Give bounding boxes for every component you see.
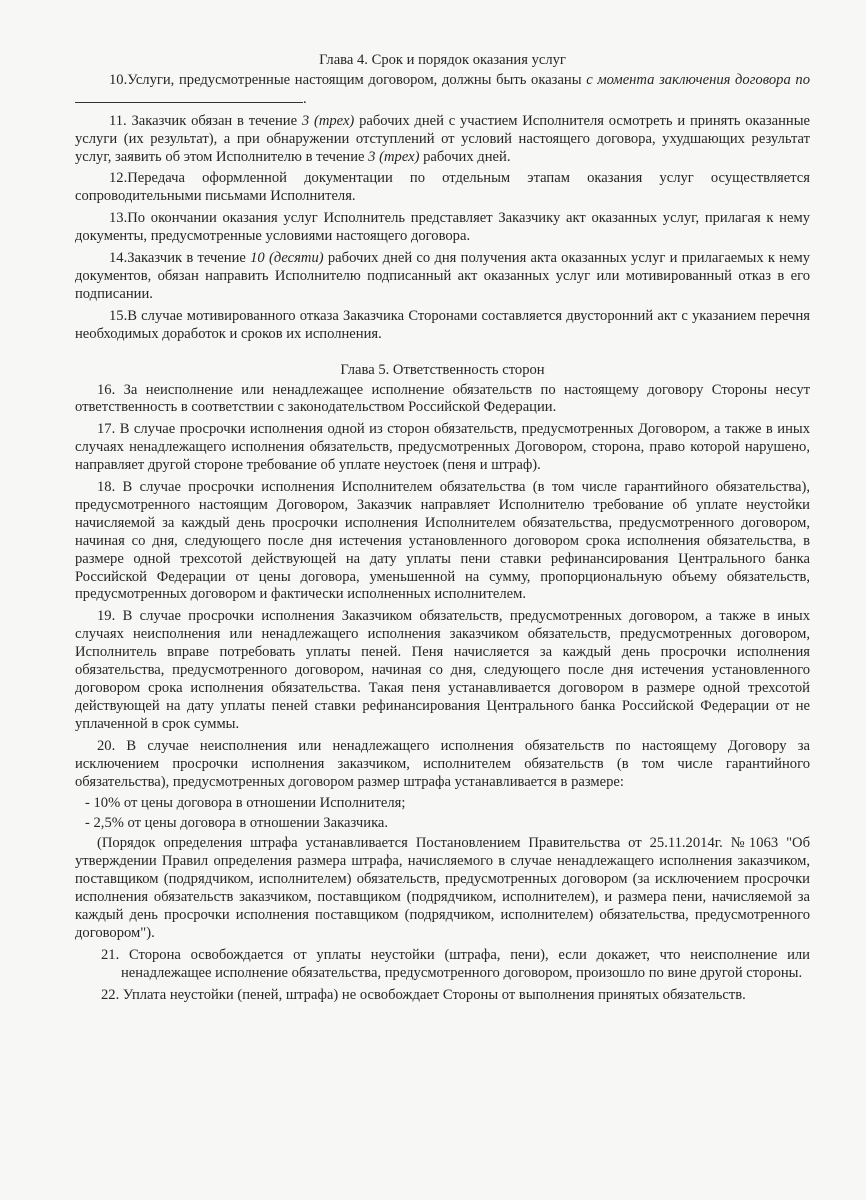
chapter-5-title: Глава 5. Ответственность сторон [340,361,545,378]
clause-10-end: . [303,90,307,107]
clause-11-text-c: рабочих дней. [419,148,511,165]
clause-11-term-a: 3 (трех) [301,112,355,129]
clause-14 [75,250,810,304]
clause-22: 22. Уплата неустойки (пеней, штрафа) не освобождает Стороны от выполнения принятых обязательств. [101,986,746,1003]
clause-20: 20. В случае неисполнения или ненадлежащего исполнения обязательств по настоящему Договору за исключением просрочки исполнения заказчиком, исполнителем обязательств (в том числе гарантийного обязательства), предусмотренных договором размер штрафа устанавливается в размере: [75,737,810,790]
clause-18: 18. В случае просрочки исполнения Исполнителем обязательства (в том числе гарантийного обязательства), предусмотренного настоящим Договором, Заказчик направляет Исполнителю требование об уплате неустойки начисляемой за каждый день просрочки исполнения Исполнителем обязательства, предусмотренного договором, начиная со дня, следующего после дня истечения установленного договором срока исполнения обязательства, в размере одной трехсотой действующей на дату уплаты пени ставки рефинансирования Центрального банка Российской Федерации от цены договора, уменьшенной на сумму, пропорциональную объему обязательств, предусмотренных договором и фактически исполненных исполнителем. [75,479,810,603]
date-blank-line [75,90,303,103]
clause-13: 13.По окончании оказания услуг Исполнитель представляет Заказчику акт оказанных услуг, прилагая к нему документы, предусмотренные условиями настоящего договора. [75,210,810,245]
clause-15: 15.В случае мотивированного отказа Заказчика Сторонами составляется двусторонний акт с указанием перечня необходимых доработок и сроков их исполнения. [75,307,810,342]
clause-19: 19. В случае просрочки исполнения Заказчиком обязательств, предусмотренных договором, а также в иных случаях неисполнения или ненадлежащего исполнения заказчиком обязательств, предусмотренных договором, Исполнитель вправе потребовать уплаты пеней. Пеня начисляется за каждый день просрочки исполнения обязательства, предусмотренного договором, начиная со дня, следующего после дня истечения установленного договором срока исполнения обязательства. Такая пеня устанавливается договором в размере одной трехсотой действующей на дату уплаты пеней ставки рефинансирования Центрального банка Российской Федерации от не уплаченной в срок суммы. [75,608,810,732]
clause-16: 16. За неисполнение или ненадлежащее исполнение обязательств по настоящему договору Стороны несут ответственность в соответствии с законодательством Российской Федерации. [75,381,810,416]
clause-20-item-customer: - 2,5% от цены договора в отношении Заказчика. [85,815,389,832]
clause-11-text-b: рабочих дней с участием Исполнителя осмотреть и принять оказанные услуги (их результат), а при обнаружении отступлений от условий настоящего договора, ухудшающих результат услуг, заявить об этом Исполнителю в течение [75,112,810,165]
clause-10-text: 10.Услуги, предусмотренные настоящим договором, должны быть оказаны [109,71,587,88]
clause-11-term-b: 3 (трех) [368,148,420,165]
clause-14-term: 10 (десяти) [250,250,324,267]
clause-14-text-a: 14.Заказчик в течение [109,250,251,267]
clause-12: 12.Передача оформленной документации по отдельным этапам оказания услуг осуществляется сопроводительными письмами Исполнителя. [75,170,810,205]
clause-20-note: (Порядок определения штрафа устанавливается Постановлением Правительства от 25.11.2014г. №1063 "Об утверждении Правил определения размера штрафа, начисляемого в случае ненадлежащего исполнения заказчиком, поставщиком (подрядчиком, исполнителем) обязательств, предусмотренных договором (за исключением просрочки исполнения обязательств заказчиком, поставщиком (подрядчиком, исполнителем), и размера пени, начисляемой за каждый день просрочки исполнения поставщиком (подрядчиком, исполнителем) обязательства, предусмотренного договором"). [75,835,810,941]
clause-11 [75,113,810,167]
clause-17: 17. В случае просрочки исполнения одной из сторон обязательств, предусмотренных Договором, а также в иных случаях ненадлежащего исполнения обязательств, предусмотренных Договором, сторона, право которой нарушено, направляет другой стороне требование об уплате неустоек (пеня и штраф). [75,421,810,474]
clause-14-text-b: рабочих дней со дня получения акта оказанных услуг и прилагаемых к нему документов, обязан направить Исполнителю подписанный акт оказанных услуг или мотивированный отказ в его подписании. [75,250,811,302]
clause-21: 21. Сторона освобождается от уплаты неустойки (штрафа, пени), если докажет, что неисполнение или ненадлежащее исполнение обязательства, предусмотренного договором, произошло по вине другой стороны. [101,946,810,981]
contract-text [75,52,810,1008]
clause-11-text-a: 11. Заказчик обязан в течение [109,112,302,129]
clause-10-italic: с момента заключения договора по [586,71,810,88]
chapter-4-title: Глава 4. Срок и порядок оказания услуг [319,52,566,68]
clause-10 [75,72,810,109]
clause-20-item-executor: - 10% от цены договора в отношении Исполнителя; [85,795,406,812]
